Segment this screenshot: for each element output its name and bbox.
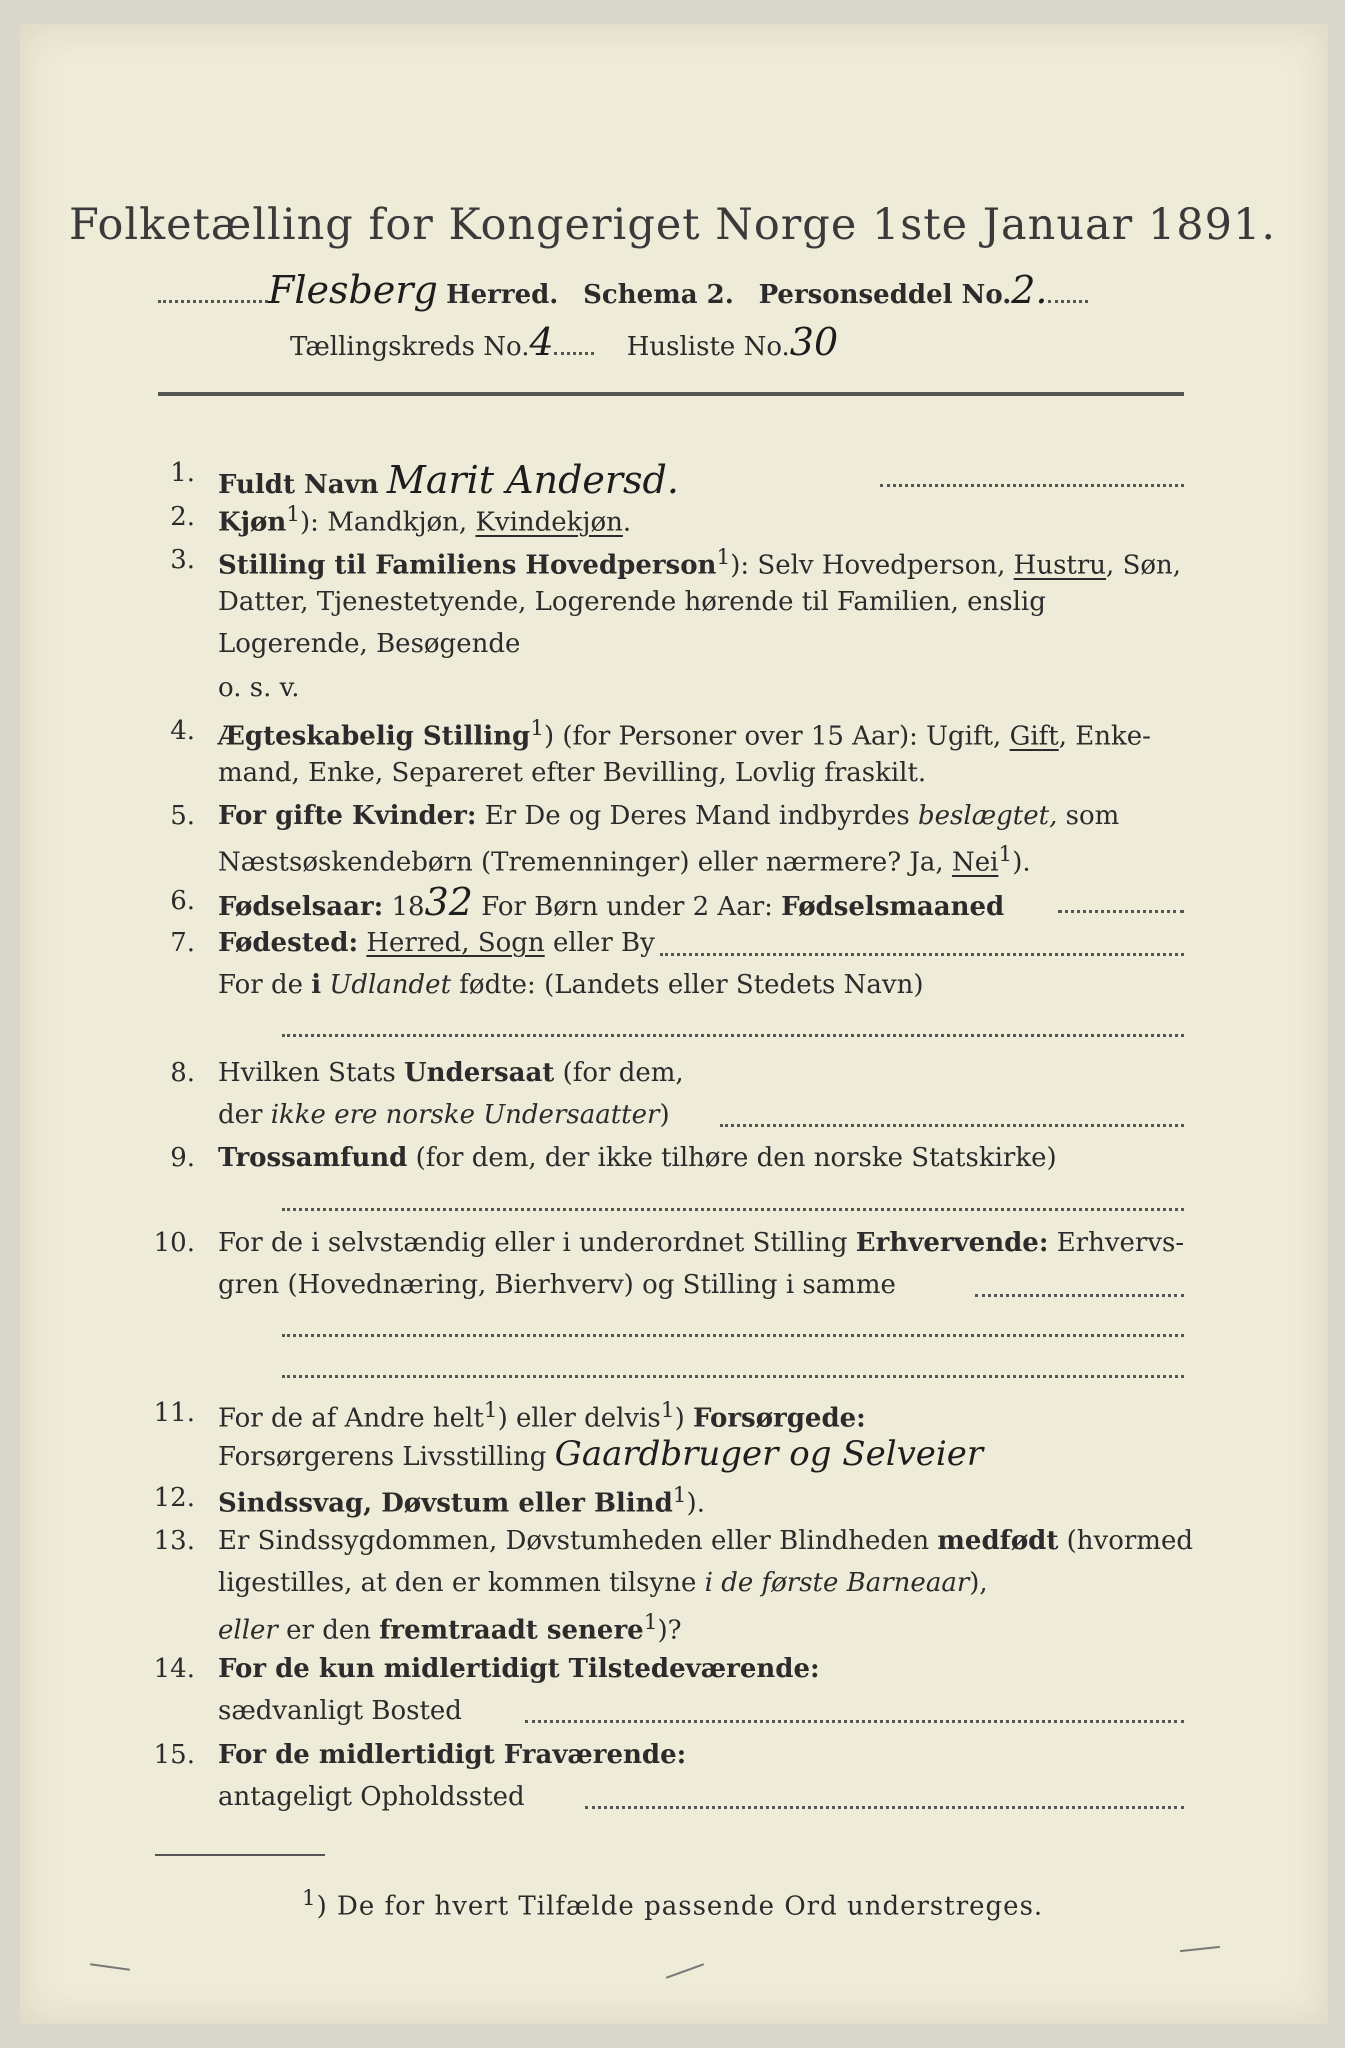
herred-value: Flesberg (268, 268, 438, 312)
q7-dotline2 (282, 1034, 1184, 1037)
schema-label: Schema 2. (583, 280, 734, 310)
q7-line2: For de i Udlandet fødte: (Landets eller Stedets Navn) (218, 970, 924, 1000)
personseddel-value: 2. (1011, 268, 1048, 312)
q1-line (218, 458, 679, 502)
q10-dotline2 (282, 1334, 1184, 1337)
herred-line (158, 268, 1088, 312)
q4-number: 4. (170, 716, 195, 746)
q14-line2: sædvanligt Bosted (218, 1696, 462, 1726)
q10-dotline (975, 1294, 1184, 1297)
q13-line3: eller er den fremtraadt senere$^1$)? (218, 1610, 682, 1646)
q12-line: Sindssvag, Døvstum eller Blind$^1$). (218, 1483, 705, 1519)
q15-line2: antageligt Opholdssted (218, 1782, 525, 1812)
q6-line: Fødselsaar: 1832 For Børn under 2 Aar: Fødselsmaaned (218, 880, 1005, 924)
q14-dotline (525, 1720, 1184, 1723)
q13-line: Er Sindssygdommen, Døvstumheden eller Blindheden medfødt (hvormed (218, 1526, 1193, 1556)
form-title: Folketælling for Kongeriget Norge 1ste Januar 1891. (68, 200, 1276, 250)
q8-number: 8. (170, 1058, 195, 1088)
q7-line: Fødested: Herred, Sogn eller By (218, 928, 655, 958)
q6-dotline (1058, 910, 1184, 913)
q8-line2: der ikke ere norske Undersaatter) (218, 1100, 670, 1130)
q3-number: 3. (170, 545, 195, 575)
q15-dotline (585, 1806, 1184, 1809)
q6-number: 6. (170, 886, 195, 916)
herred-label: Herred. (446, 280, 559, 310)
q7-number: 7. (170, 928, 195, 958)
q4-selected: Gift (1009, 721, 1059, 752)
q11-line2: Forsørgerens Livsstilling Gaardbruger og Selveier (218, 1434, 984, 1474)
header-rule (158, 392, 1184, 396)
kreds-label: Tællingskreds No. (290, 332, 530, 362)
q1-label: Fuldt Navn (218, 470, 379, 500)
footnote-rule (155, 1854, 325, 1856)
q11-value: Gaardbruger og Selveier (554, 1434, 984, 1474)
q11-number: 11. (153, 1398, 195, 1428)
q11-line: For de af Andre helt$^1$) eller delvis$^1$) Forsørgede: (218, 1398, 866, 1434)
q6-value: 32 (424, 880, 473, 924)
q5-number: 5. (170, 801, 195, 831)
q8-dotline (720, 1124, 1184, 1127)
footnote: $^1$) De for hvert Tilfælde passende Ord understreges. (301, 1886, 1044, 1922)
q10-dotline3 (282, 1375, 1184, 1378)
q5-line2: Næstsøskendebørn (Tremenninger) eller nærmere? Ja, Nei$^1$). (218, 842, 1031, 878)
q8-line: Hvilken Stats Undersaat (for dem, (218, 1058, 684, 1088)
q3-line: Stilling til Familiens Hovedperson$^1$): Selv Hovedperson, Hustru, Søn, (218, 545, 1182, 581)
q3-selected: Hustru (1013, 550, 1107, 581)
q1-dotline (880, 484, 1184, 487)
q14-number: 14. (153, 1654, 195, 1684)
husliste-label: Husliste No. (626, 332, 790, 362)
q5-line: For gifte Kvinder: Er De og Deres Mand indbyrdes beslægtet, som (218, 801, 1120, 831)
q12-number: 12. (153, 1483, 195, 1513)
q3-line2: Datter, Tjenestetyende, Logerende hørende til Familien, enslig (218, 587, 1046, 617)
q10-line: For de i selvstændig eller i underordnet Stilling Erhvervende: Erhvervs- (218, 1228, 1185, 1258)
q2-selected: Kvindekjøn (475, 507, 623, 538)
q10-line2: gren (Hovednæring, Bierhverv) og Stilling i samme (218, 1270, 896, 1300)
q7-selected: Herred, Sogn (366, 928, 545, 958)
q13-line2: ligestilles, at den er kommen tilsyne i de første Barneaar), (218, 1568, 988, 1598)
q2-line: Kjøn$^1$): Mandkjøn, Kvindekjøn. (218, 502, 632, 538)
q14-label: For de kun midlertidigt Tilstedeværende: (218, 1654, 820, 1684)
q1-number: 1. (170, 458, 195, 488)
q3-line4: o. s. v. (218, 673, 300, 703)
q9-dotline (282, 1208, 1184, 1211)
q1-value: Marit Andersd. (386, 458, 679, 502)
q13-number: 13. (153, 1526, 195, 1556)
q9-line: Trossamfund (for dem, der ikke tilhøre den norske Statskirke) (218, 1143, 1057, 1173)
q2-number: 2. (170, 502, 195, 532)
q10-number: 10. (153, 1228, 195, 1258)
q15-number: 15. (153, 1740, 195, 1770)
q5-selected: Nei (951, 847, 999, 878)
q3-line3: Logerende, Besøgende (218, 629, 521, 659)
q4-line2: mand, Enke, Separeret efter Bevilling, Lovlig fraskilt. (218, 758, 927, 788)
q15-label: For de midlertidigt Fraværende: (218, 1740, 687, 1770)
kreds-value: 4 (529, 320, 554, 364)
kreds-line (290, 320, 838, 364)
husliste-value: 30 (789, 320, 839, 364)
q9-number: 9. (170, 1143, 195, 1173)
q4-line: Ægteskabelig Stilling$^1$) (for Personer over 15 Aar): Ugift, Gift, Enke- (218, 716, 1151, 752)
q7-dotline (660, 953, 1184, 956)
personseddel-label: Personseddel No. (758, 280, 1012, 310)
